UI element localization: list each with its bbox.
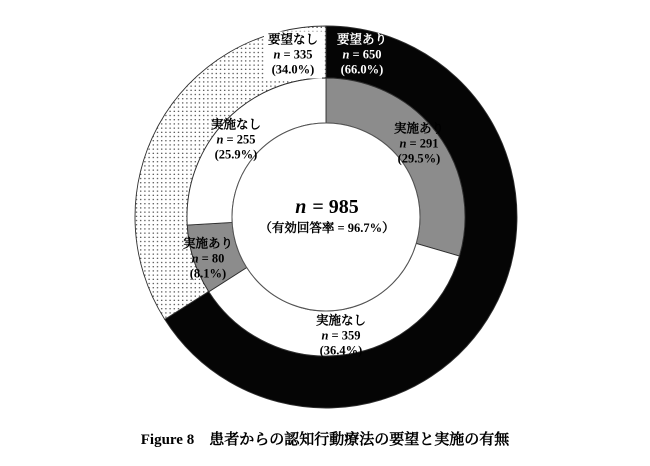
figure-caption: Figure 8 患者からの認知行動療法の要望と実施の有無 bbox=[140, 432, 510, 448]
segment-name: 要望あり bbox=[336, 32, 388, 47]
center-total-label bbox=[259, 196, 394, 236]
segment-n: n = 255 bbox=[216, 132, 256, 147]
segment-pct: (29.5%) bbox=[397, 151, 441, 166]
segment-pct: (36.4%) bbox=[319, 343, 363, 358]
segment-pct: (25.9%) bbox=[214, 147, 258, 162]
segment-name: 実施なし bbox=[315, 313, 367, 328]
total-n: n = 985 bbox=[295, 196, 359, 218]
label-implemented-no-359 bbox=[316, 314, 366, 359]
segment-pct: (66.0%) bbox=[340, 62, 384, 77]
label-implemented-yes-80 bbox=[183, 237, 233, 282]
segment-n: n = 359 bbox=[321, 328, 361, 343]
segment-name: 実施なし bbox=[210, 117, 262, 132]
label-implemented-no-255 bbox=[211, 118, 261, 163]
segment-n: n = 291 bbox=[399, 136, 439, 151]
segment-pct: (34.0%) bbox=[271, 62, 315, 77]
label-implemented-yes-291 bbox=[394, 122, 444, 167]
segment-name: 実施あり bbox=[393, 121, 445, 136]
segment-n: n = 80 bbox=[191, 251, 225, 266]
segment-n: n = 650 bbox=[342, 47, 382, 62]
segment-pct: (8.1%) bbox=[189, 266, 227, 281]
label-demand-yes bbox=[337, 33, 387, 78]
label-demand-no bbox=[264, 32, 322, 79]
segment-name: 実施あり bbox=[182, 236, 234, 251]
segment-n: n = 335 bbox=[273, 47, 313, 62]
valid-response-rate: （有効回答率 = 96.7%） bbox=[259, 221, 395, 235]
segment-name: 要望なし bbox=[267, 32, 319, 47]
